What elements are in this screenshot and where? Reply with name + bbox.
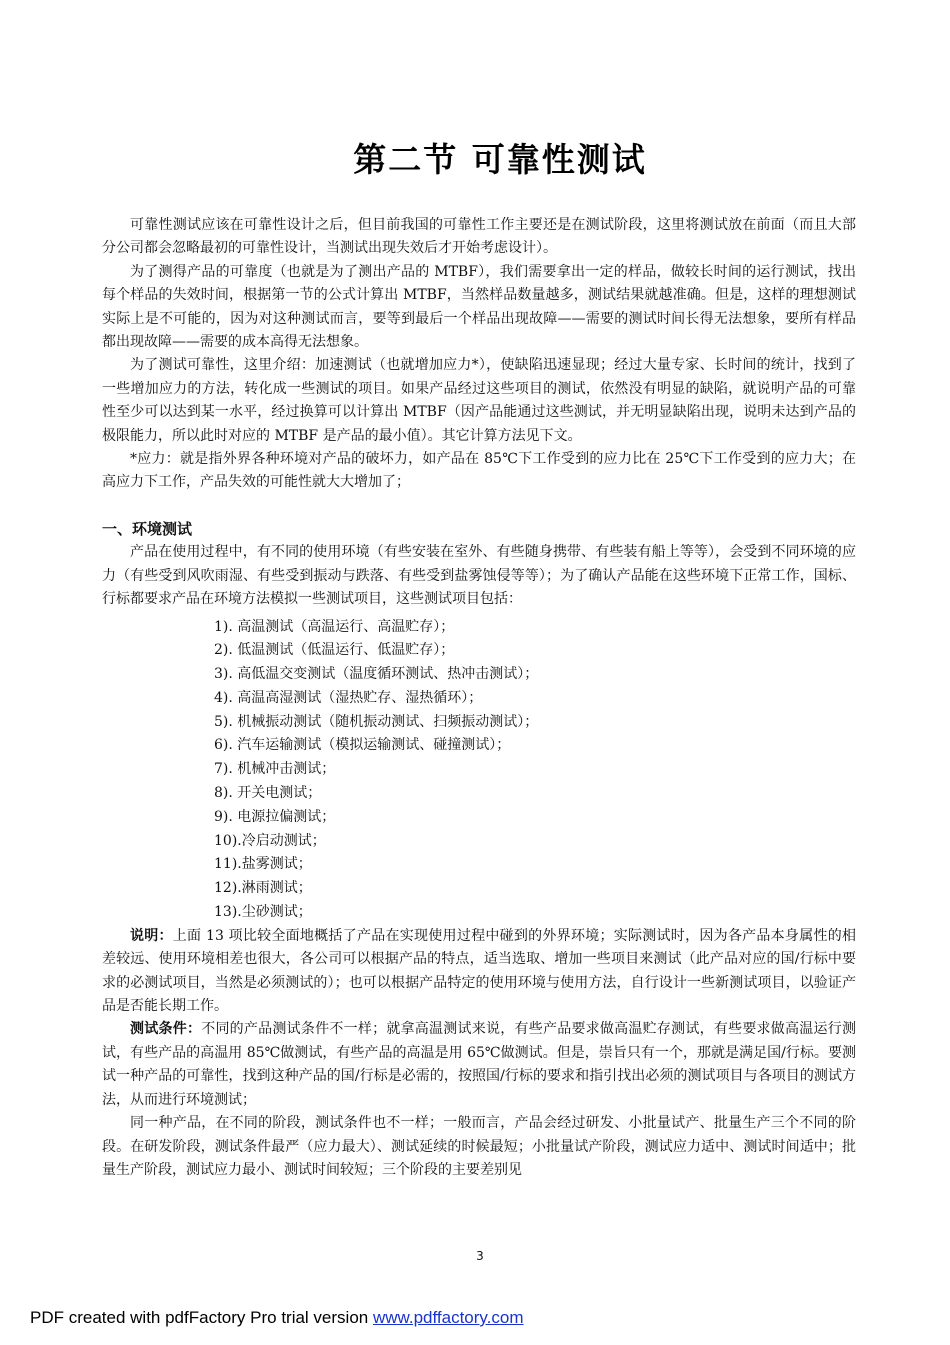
list-item: 9). 电源拉偏测试； — [214, 808, 336, 825]
intro-paragraph: 为了测得产品的可靠度（也就是为了测出产品的 MTBF），我们需要拿出一定的样品，做较长时间的运行测试，找出每个样品的失效时间，根据第一节的公式计算出 MTBF，当然样品数量越多，测试结果就越准确。但是，这样的理想测试实际上是不可能的，因为对这种测试而言，要等到最后一个样品出现故障——需要的测试时间长得无法想象，要所有样品都出现故障——需要的成本高得无法想象。 — [102, 263, 856, 351]
list-item: 12).淋雨测试； — [214, 880, 312, 897]
document-body — [102, 214, 856, 1182]
conditions-label: 测试条件： — [130, 1021, 202, 1038]
list-item: 1). 高温测试（高温运行、高温贮存）； — [214, 618, 455, 635]
note-label: 说明： — [130, 927, 173, 944]
note-paragraph — [102, 925, 856, 1019]
section-heading-environment: 一、环境测试 — [102, 519, 193, 538]
conditions-paragraph — [102, 1018, 856, 1112]
pdf-footer — [30, 1308, 524, 1328]
test-items-list — [102, 616, 856, 925]
list-item: 10).冷启动测试； — [214, 832, 326, 849]
list-item: 3). 高低温交变测试（温度循环测试、热冲击测试）； — [214, 666, 539, 683]
list-item: 13).尘砂测试； — [214, 904, 312, 921]
list-item: 4). 高温高湿测试（湿热贮存、湿热循环）； — [214, 689, 483, 706]
footer-text: PDF created with pdfFactory Pro trial version — [30, 1308, 373, 1327]
intro-paragraph: 可靠性测试应该在可靠性设计之后，但目前我国的可靠性工作主要还是在测试阶段，这里将测试放在前面（而且大部分公司都会忽略最初的可靠性设计，当测试出现失效后才开始考虑设计）。 — [102, 217, 856, 257]
list-item: 8). 开关电测试； — [214, 785, 322, 802]
stages-paragraph: 同一种产品，在不同的阶段，测试条件也不一样；一般而言，产品会经过研发、小批量试产、批量生产三个不同的阶段。在研发阶段，测试条件最严（应力最大）、测试延续的时候最短；小批量试产阶段，测试应力适中、测试时间适中；批量生产阶段，测试应力最小、测试时间较短；三个阶段的主要差别见 — [102, 1115, 856, 1178]
list-item: 7). 机械冲击测试； — [214, 761, 336, 778]
list-item: 11).盐雾测试； — [214, 856, 312, 873]
list-item: 2). 低温测试（低温运行、低温贮存）； — [214, 642, 455, 659]
conditions-text: 不同的产品测试条件不一样；就拿高温测试来说，有些产品要求做高温贮存测试，有些要求做高温运行测试，有些产品的高温用 85℃做测试，有些产品的高温是用 65℃做测试。但是，崇旨只有一个，那就是满足国/行标。要测试一种产品的可靠性，找到这种产品的国/行标是必需的，按照国/行标的要求和指引找出必须的测试项目与各项目的测试方法，从而进行环境测试； — [102, 1021, 857, 1108]
list-item: 6). 汽车运输测试（模拟运输测试、碰撞测试）； — [214, 737, 511, 754]
section-intro: 产品在使用过程中，有不同的使用环境（有些安装在室外、有些随身携带、有些装有船上等等），会受到不同环境的应力（有些受到风吹雨湿、有些受到振动与跌落、有些受到盐雾蚀侵等等）；为了确认产品能在这些环境下正常工作，国标、行标都要求产品在环境方法模拟一些测试项目，这些测试项目包括： — [102, 544, 856, 608]
note-text: 上面 13 项比较全面地概括了产品在实现使用过程中碰到的外界环境；实际测试时，因为各产品本身属性的相差较远、使用环境相差也很大，各公司可以根据产品的特点，适当选取、增加一些项目来测试（此产品对应的国/行标中要求的必测试项目，当然是必须测试的）；也可以根据产品特定的使用环境与使用方法，自行设计一些新测试项目，以验证产品是否能长期工作。 — [102, 927, 856, 1015]
page-number: 3 — [476, 1249, 484, 1263]
footer-link[interactable]: www.pdffactory.com — [372, 1308, 524, 1327]
list-item: 5). 机械振动测试（随机振动测试、扫频振动测试）； — [214, 713, 539, 730]
intro-paragraph: 为了测试可靠性，这里介绍：加速测试（也就增加应力*），使缺陷迅速显现；经过大量专家、长时间的统计，找到了一些增加应力的方法，转化成一些测试的项目。如果产品经过这些项目的测试，依然没有明显的缺陷，就说明产品的可靠性至少可以达到某一水平，经过换算可以计算出 MTBF（因产品能通过这些测试，并无明显缺陷出现，说明未达到产品的极限能力，所以此时对应的 MTBF 是产品的最小值）。其它计算方法见下文。 — [102, 357, 856, 444]
stress-definition: *应力：就是指外界各种环境对产品的破坏力，如产品在 85℃下工作受到的应力比在 25℃下工作受到的应力大；在高应力下工作，产品失效的可能性就大大增加了； — [102, 451, 856, 491]
page-title: 第二节 可靠性测试 — [353, 140, 647, 179]
